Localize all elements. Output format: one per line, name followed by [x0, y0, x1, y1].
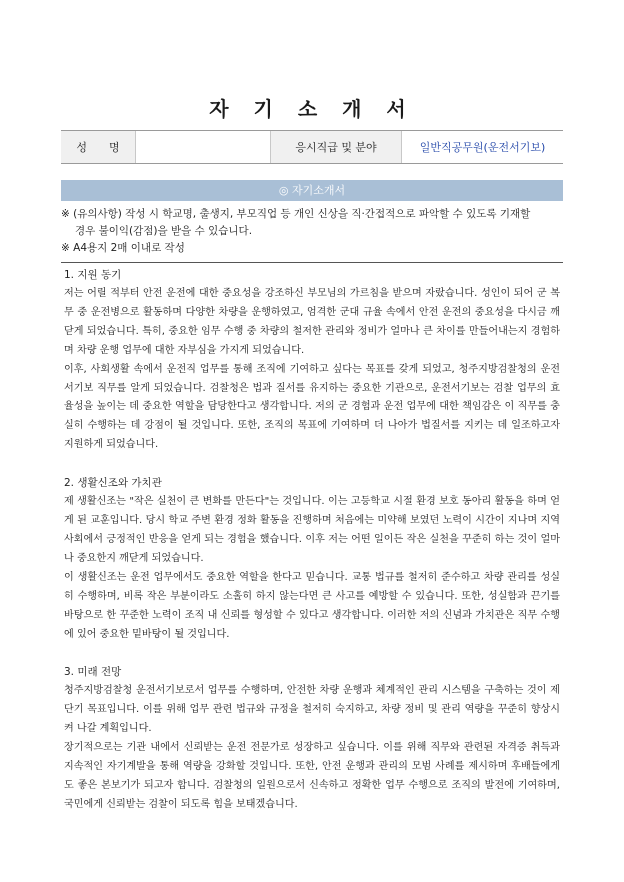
- applicant-info-row: [61, 131, 563, 164]
- essay-body: [64, 266, 560, 815]
- section-future: [64, 663, 560, 814]
- section-heading: 2. 생활신조와 가치관: [64, 477, 162, 490]
- section-heading: 3. 미래 전망: [64, 666, 122, 679]
- paragraph: 제 생활신조는 "작은 실천이 큰 변화를 만든다"는 것입니다. 이는 고등학교 시절 환경 보호 동아리 활동을 하며 얻게 된 교훈입니다. 당시 학교 주변 환경 정화 활동을 진행하며 처음에는 미약해 보였던 노력이 시간이 지나며 지역 사회에서 긍정적인 반응을 얻게 되는 경험을 했습니다. 이후 저는 어떤 일이든 작은 실천을 꾸준히 하는 것이 얼마나 중요한지 깨닫게 되었습니다.: [64, 496, 560, 564]
- notice-line: ※ A4용지 2매 이내로 작성: [61, 242, 185, 254]
- notice-line: 경우 불이익(감점)을 받을 수 있습니다.: [75, 225, 253, 237]
- name-value[interactable]: [136, 131, 271, 164]
- name-label: 성 명: [61, 131, 136, 164]
- section-heading: 1. 지원 동기: [64, 269, 122, 281]
- notice-block: [61, 206, 563, 257]
- paragraph: 청주지방검찰청 운전서기보로서 업무를 수행하며, 안전한 차량 운행과 체계적인 관리 시스템을 구축하는 것이 제 단기 목표입니다. 이를 위해 업무 관련 법규와 규정을 철저히 숙지하고, 차량 정비 및 관리 역량을 꾸준히 향상시켜 나갈 계획입니다.: [64, 685, 560, 735]
- section-motivation: [64, 266, 560, 455]
- position-value: 일반직공무원(운전서기보): [402, 131, 564, 164]
- paragraph: 저는 어릴 적부터 안전 운전에 대한 중요성을 강조하신 부모님의 가르침을 받으며 자랐습니다. 성인이 되어 군 복무 중 운전병으로 활동하며 다양한 차량을 운행하였고, 엄격한 군대 규율 속에서 안전 운전의 중요성을 다시금 깨닫게 되었습니다. 특히, 중요한 임무 수행 중 차량의 철저한 관리와 정비가 얼마나 큰 차이를 만들어내는지 경험하며 차량 운행 업무에 대한 자부심을 가지게 되었습니다.: [64, 288, 560, 356]
- divider: [61, 262, 563, 263]
- section-values: [64, 474, 560, 644]
- notice-line: ※ (유의사항) 작성 시 학교명, 출생지, 부모직업 등 개인 신상을 직·간접적으로 파악할 수 있도록 기재할: [61, 208, 531, 220]
- document-title: 자 기 소 개 서: [209, 97, 415, 121]
- paragraph: 이 생활신조는 운전 업무에서도 중요한 역할을 한다고 믿습니다. 교통 법규를 철저히 준수하고 차량 관리를 성실히 수행하며, 비록 작은 부분이라도 소홀히 하지 않는다면 큰 사고를 예방할 수 있습니다. 또한, 성실함과 끈기를 바탕으로 한 꾸준한 노력이 조직 내 신뢰를 형성할 수 있다고 생각합니다. 이러한 저의 신념과 가치관은 직무 수행에 있어 중요한 밑바탕이 될 것입니다.: [64, 571, 560, 640]
- applicant-info-table: [61, 130, 563, 164]
- paragraph: 장기적으로는 기관 내에서 신뢰받는 운전 전문가로 성장하고 싶습니다. 이를 위해 직무와 관련된 자격증 취득과 지속적인 자기계발을 통해 역량을 강화할 것입니다. 또한, 안전 운행과 관리의 모범 사례를 제시하며 후배들에게도 좋은 본보기가 되고자 합니다. 검찰청의 일원으로서 신속하고 정확한 업무 수행으로 조직의 발전에 기여하며, 국민에게 신뢰받는 검찰이 되도록 힘을 보태겠습니다.: [64, 742, 560, 810]
- section-header: ◎ 자기소개서: [61, 180, 563, 201]
- position-label: 응시직급 및 분야: [271, 131, 402, 164]
- paragraph: 이후, 사회생활 속에서 운전직 업무를 통해 조직에 기여하고 싶다는 목표를 갖게 되었고, 청주지방검찰청의 운전서기보 직무를 알게 되었습니다. 검찰청은 법과 질서를 유지하는 중요한 기관으로, 운전서기보는 검찰 업무의 효율성을 높이는 데 중요한 역할을 담당한다고 생각합니다. 저의 군 경험과 운전 업무에 대한 책임감은 이 직무를 충실히 수행하는 데 강점이 될 것입니다. 또한, 조직의 목표에 기여하며 더 나아가 법질서를 지키는 데 일조하고자 지원하게 되었습니다.: [64, 363, 560, 451]
